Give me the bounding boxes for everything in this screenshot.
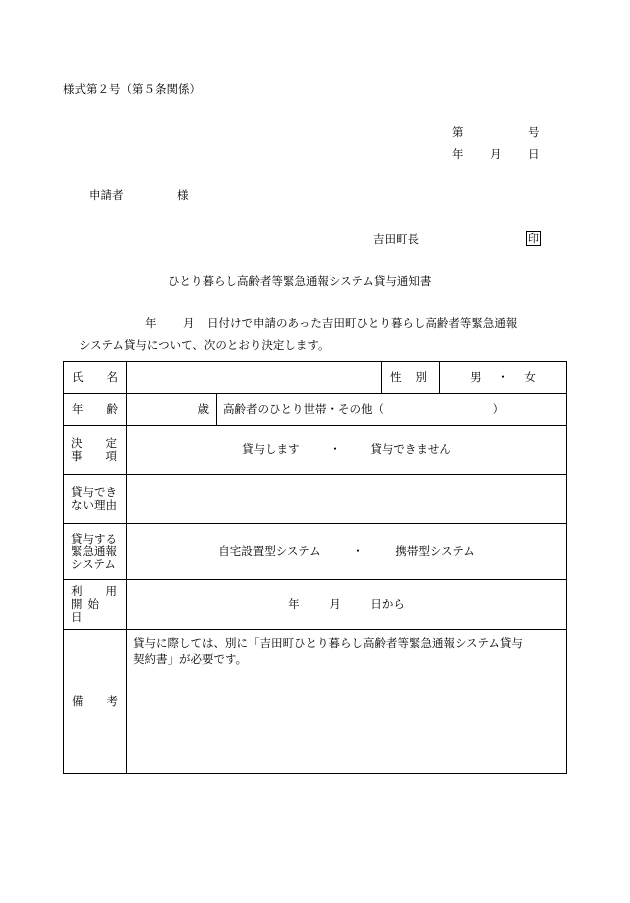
body-month: 月: [183, 316, 195, 330]
doc-number-suffix: 号: [528, 125, 540, 139]
sex-dot: ・: [497, 369, 509, 384]
remarks-label-1: 備: [72, 693, 84, 708]
system-label-cell: [64, 524, 127, 580]
start-day-suffix: 日から: [370, 596, 405, 611]
system-label-2: 緊急通報: [71, 544, 117, 559]
reason-label-cell: [64, 475, 127, 524]
decision-not-lend[interactable]: 貸与できません: [370, 442, 451, 457]
sex-female[interactable]: 女: [524, 369, 536, 384]
row-name: [64, 362, 567, 394]
decision-label-2b: 項: [105, 449, 117, 463]
name-label-cell: [64, 362, 127, 394]
age-label-2: 齢: [106, 401, 118, 416]
date-day: 日: [528, 147, 540, 161]
remarks-value-cell: [127, 630, 567, 774]
decision-options-cell[interactable]: [127, 426, 567, 475]
issuer-name: 吉田町長: [373, 232, 419, 246]
name-value-cell[interactable]: [127, 362, 382, 394]
age-label-1: 年: [72, 401, 84, 416]
household-close: ）: [492, 401, 505, 416]
seal-stamp: 印: [528, 232, 539, 245]
remarks-label-cell: [64, 630, 127, 774]
decision-label-1a: 決: [71, 435, 83, 450]
date-month: 月: [490, 147, 502, 161]
row-start-date: [64, 580, 567, 630]
body-line-1: 日付けで申請のあった吉田町ひとり暮らし高齢者等緊急通報: [207, 316, 518, 330]
sex-options-cell[interactable]: [440, 362, 567, 394]
start-year: 年: [288, 596, 300, 611]
decision-lend[interactable]: 貸与します: [242, 442, 300, 457]
household-cell[interactable]: [217, 394, 567, 426]
doc-number-prefix: 第: [452, 125, 464, 139]
notice-table: [63, 361, 567, 774]
system-home[interactable]: 自宅設置型システム: [218, 543, 321, 558]
row-system: [64, 524, 567, 580]
system-mobile[interactable]: 携帯型システム: [395, 543, 475, 558]
remarks-line-2: 契約書」が必要です。: [133, 652, 248, 667]
system-dot: ・: [352, 543, 364, 558]
sex-male[interactable]: 男: [470, 369, 482, 384]
household-text: 高齢者のひとり世帯・その他（: [223, 401, 384, 416]
row-reason: [64, 475, 567, 524]
start-label-1a: 利: [71, 583, 83, 598]
decision-label-cell: [64, 426, 127, 475]
body-year: 年: [145, 316, 157, 330]
decision-label-1b: 定: [105, 435, 117, 450]
decision-dot: ・: [329, 442, 341, 457]
row-age: [64, 394, 567, 426]
start-label-cell: [64, 580, 127, 630]
decision-label-2a: 事: [71, 449, 83, 463]
reason-value-cell[interactable]: [127, 475, 567, 524]
age-unit: 歳: [197, 401, 209, 416]
document-title: ひとり暮らし高齢者等緊急通報システム貸与通知書: [168, 274, 432, 288]
age-label-cell: [64, 394, 127, 426]
reason-label-1: 貸与でき: [71, 485, 117, 500]
name-label-2: 名: [106, 369, 118, 384]
system-label-3: システム: [71, 556, 116, 571]
remarks-label-2: 考: [106, 693, 118, 708]
body-line-2: システム貸与について、次のとおり決定します。: [79, 338, 330, 352]
system-label-1: 貸与する: [71, 531, 117, 546]
sex-label-2: 別: [415, 369, 427, 384]
row-decision: [64, 426, 567, 475]
form-number: 様式第２号（第５条関係）: [63, 82, 201, 96]
start-label-1b: 用: [105, 583, 117, 598]
system-options-cell[interactable]: [127, 524, 567, 580]
sex-label-1: 性: [390, 369, 402, 384]
date-year: 年: [452, 147, 464, 161]
remarks-line-1: 貸与に際しては、別に「吉田町ひとり暮らし高齢者等緊急通報システム貸与: [133, 636, 523, 650]
start-label-2: 開始日: [71, 596, 104, 625]
row-remarks: [64, 630, 567, 774]
name-label-1: 氏: [72, 369, 84, 384]
applicant-honorific: 様: [177, 188, 189, 202]
sex-label-cell: [382, 362, 440, 394]
applicant-label: 申請者: [89, 188, 124, 202]
reason-label-2: ない理由: [71, 498, 117, 512]
start-date-cell[interactable]: [127, 580, 567, 630]
start-month: 月: [329, 596, 341, 611]
age-value-cell[interactable]: [127, 394, 217, 426]
